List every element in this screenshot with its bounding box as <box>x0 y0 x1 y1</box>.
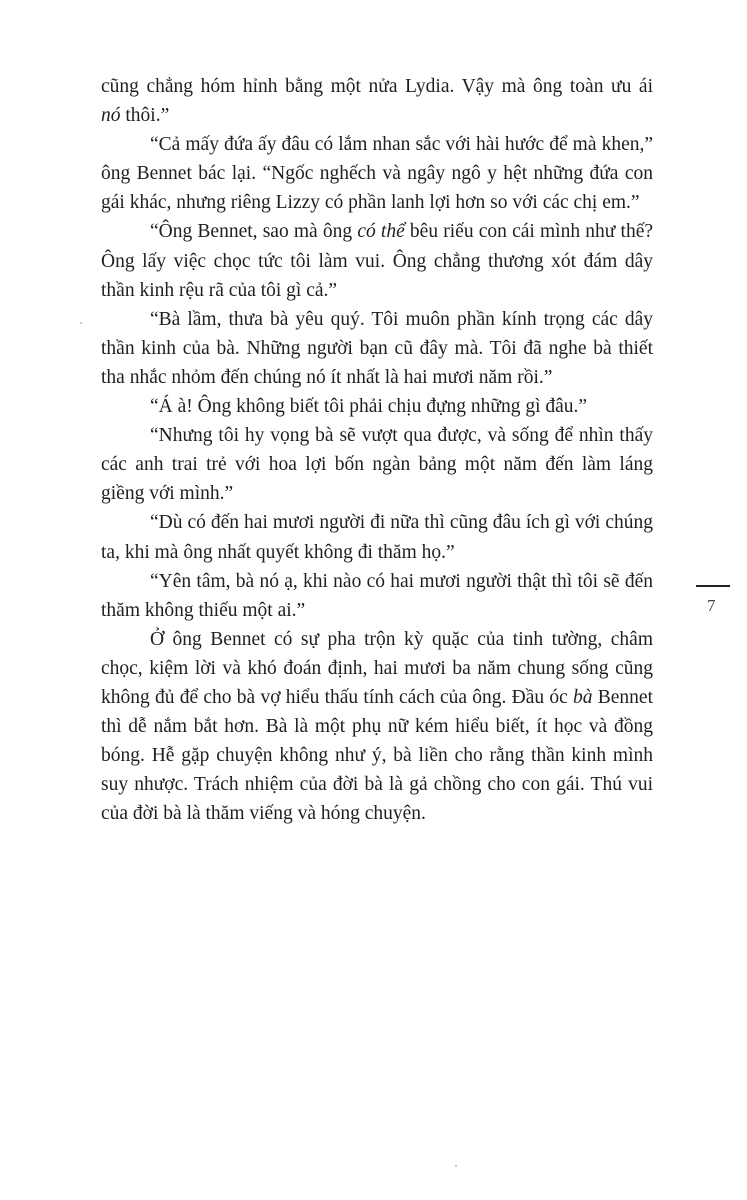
paragraph <box>101 217 653 304</box>
text-line <box>101 567 653 596</box>
text-line <box>101 421 653 450</box>
text-line <box>101 654 653 683</box>
text-segment: giềng với mình.” <box>101 483 234 505</box>
text-line <box>101 625 653 654</box>
text-line <box>101 596 653 625</box>
scan-speck <box>455 1165 457 1167</box>
text-line <box>101 479 653 508</box>
text-segment: ông Bennet bác lại. “Ngốc nghếch và ngây ngô y hệt những đứa con <box>101 163 653 185</box>
text-segment: cũng chẳng hóm hỉnh bằng một nửa Lydia. Vậy mà ông toàn ưu ái <box>101 76 653 97</box>
text-line <box>101 770 653 799</box>
text-line <box>101 334 653 363</box>
text-line <box>101 217 653 246</box>
text-line <box>101 101 653 130</box>
text-line <box>101 305 653 334</box>
italic-text: có thể <box>357 221 405 243</box>
text-line <box>101 130 653 159</box>
text-segment: thần kinh của bà. Những người bạn cũ đây mà. Tôi đã nghe bà thiết <box>101 337 653 359</box>
text-line <box>101 538 653 567</box>
text-segment: tha nhắc nhỏm đến chúng nó ít nhất là hai mươi năm rồi.” <box>101 366 553 388</box>
text-segment: thì dễ nắm bắt hơn. Bà là một phụ nữ kém hiểu biết, ít học và đồng <box>101 716 653 738</box>
text-line <box>101 247 653 276</box>
text-segment: “Á à! Ông không biết tôi phải chịu đựng những gì đâu.” <box>150 396 588 418</box>
text-line <box>101 712 653 741</box>
paragraph <box>101 508 653 566</box>
text-segment: bóng. Hễ gặp chuyện không như ý, bà liền cho rằng thần kinh mình <box>101 745 653 767</box>
text-line <box>101 450 653 479</box>
text-line <box>101 799 653 828</box>
text-line <box>101 392 653 421</box>
text-segment: “Yên tâm, bà nó ạ, khi nào có hai mươi người thật thì tôi sẽ đến <box>150 570 653 592</box>
text-segment: Ông lấy việc chọc tức tôi làm vui. Ông chẳng thương xót đám dây <box>101 250 653 272</box>
page-number: 7 <box>707 596 716 615</box>
italic-text: bà <box>573 686 593 708</box>
text-line <box>101 683 653 712</box>
text-segment: Ở ông Bennet có sự pha trộn kỳ quặc của tinh tường, châm <box>150 628 653 650</box>
text-segment: các anh trai trẻ với hoa lợi bốn ngàn bảng một năm đến làm láng <box>101 454 653 476</box>
text-segment: “Nhưng tôi hy vọng bà sẽ vượt qua được, và sống để nhìn thấy <box>150 425 653 447</box>
text-segment: “Cả mấy đứa ấy đâu có lắm nhan sắc với hài hước để mà khen,” <box>150 134 653 156</box>
paragraph <box>101 421 653 508</box>
text-segment: thần kinh rệu rã của tôi gì cả.” <box>101 279 338 301</box>
text-segment: “Dù có đến hai mươi người đi nữa thì cũng đâu ích gì với chúng <box>150 512 653 534</box>
text-segment: bêu riếu con cái mình như thế? <box>404 221 653 243</box>
italic-text: nó <box>101 105 121 127</box>
paragraph <box>101 392 653 421</box>
text-segment: gái khác, nhưng riêng Lizzy có phần lanh lợi hơn so với các chị em.” <box>101 192 640 214</box>
text-line <box>101 72 653 101</box>
text-segment: suy nhược. Trách nhiệm của đời bà là gả chồng cho con gái. Thú vui <box>101 774 653 796</box>
text-line <box>101 188 653 217</box>
paragraph <box>101 72 653 130</box>
paragraph <box>101 567 653 625</box>
paragraph <box>101 305 653 392</box>
text-segment: “Bà lầm, thưa bà yêu quý. Tôi muôn phần kính trọng các dây <box>150 308 653 330</box>
body-text <box>101 72 653 828</box>
text-line <box>101 363 653 392</box>
text-line <box>101 276 653 305</box>
text-segment: Bennet <box>592 686 653 708</box>
text-segment: của đời bà là thăm viếng và hóng chuyện. <box>101 803 426 825</box>
text-segment: không đủ để cho bà vợ hiểu thấu tính cách của ông. Đầu óc <box>101 686 574 708</box>
page-number-rule <box>696 585 730 587</box>
text-segment: thăm không thiếu một ai.” <box>101 599 306 621</box>
text-line <box>101 159 653 188</box>
text-segment: thôi.” <box>120 105 170 127</box>
text-segment: “Ông Bennet, sao mà ông <box>150 221 358 243</box>
paragraph <box>101 130 653 217</box>
text-segment: chọc, kiệm lời và khó đoán định, hai mươi ba năm chung sống cũng <box>101 657 653 679</box>
text-line <box>101 508 653 537</box>
text-segment: ta, khi mà ông nhất quyết không đi thăm họ.” <box>101 541 455 563</box>
paragraph <box>101 625 653 829</box>
scan-speck <box>80 322 82 324</box>
text-line <box>101 741 653 770</box>
